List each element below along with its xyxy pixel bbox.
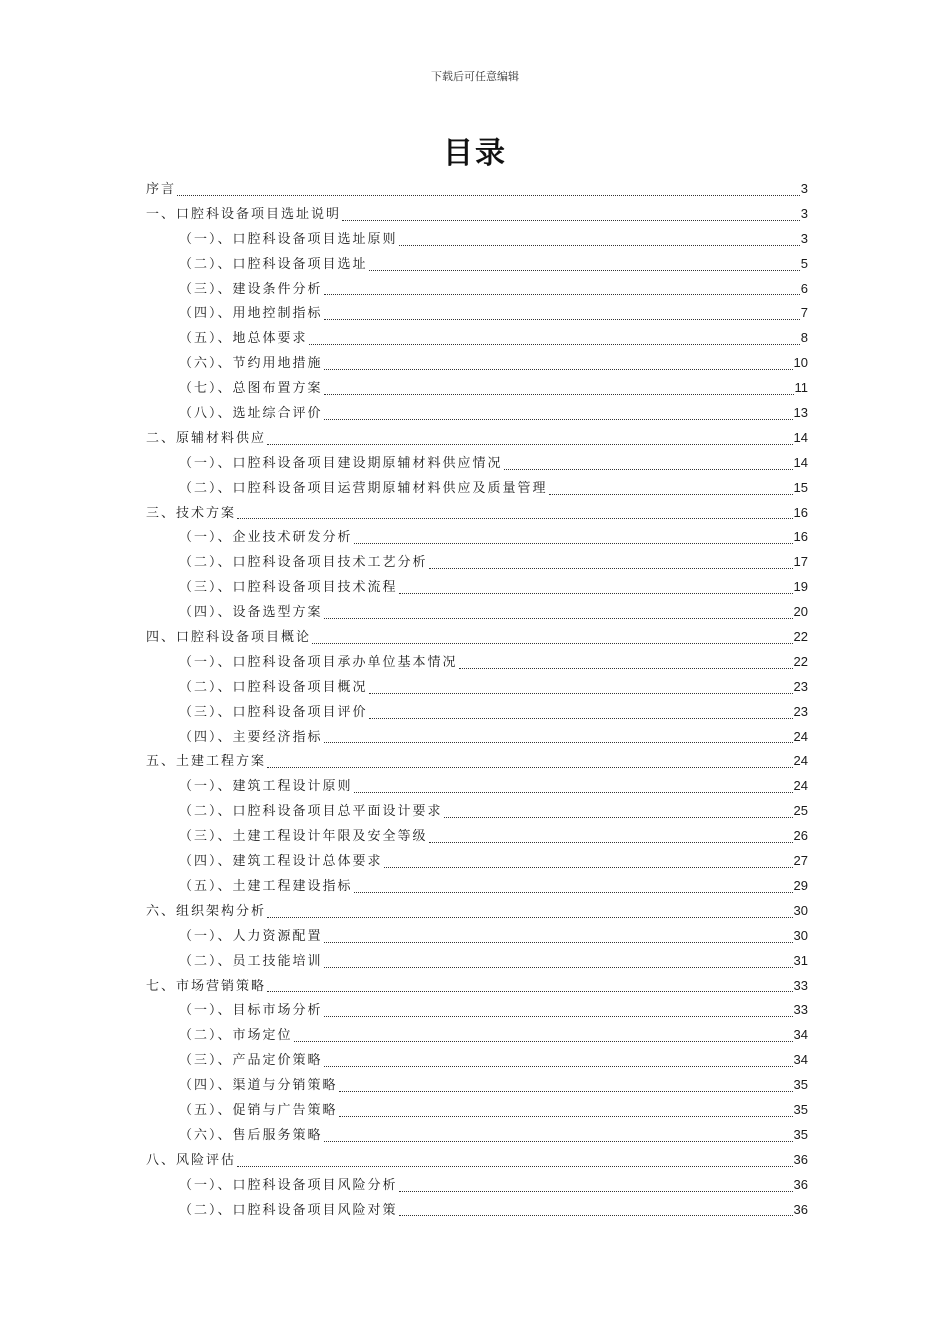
toc-entry-title: （二）、口腔科设备项目技术工艺分析 — [179, 555, 428, 571]
toc-page-number: 24 — [793, 728, 808, 744]
toc-page-number: 26 — [793, 828, 808, 844]
toc-subsection-entry[interactable] — [146, 227, 808, 252]
toc-entry-title: （二）、员工技能培训 — [179, 953, 323, 969]
toc-page-number: 6 — [800, 280, 808, 296]
toc-entry-title: （二）、口腔科设备项目风险对策 — [179, 1202, 398, 1218]
toc-dot-leader — [429, 568, 793, 569]
toc-page-number: 16 — [793, 529, 808, 545]
toc-dot-leader — [459, 668, 793, 669]
toc-dot-leader — [324, 942, 793, 943]
toc-dot-leader — [237, 518, 793, 519]
toc-subsection-entry[interactable] — [146, 476, 808, 501]
toc-page-number: 7 — [800, 305, 808, 321]
toc-entry-title: （一）、人力资源配置 — [179, 928, 323, 944]
toc-subsection-entry[interactable] — [146, 1048, 808, 1073]
toc-dot-leader — [339, 1116, 793, 1117]
toc-entry-title: 序言 — [146, 182, 177, 197]
toc-subsection-entry[interactable] — [146, 1098, 808, 1123]
toc-dot-leader — [429, 842, 793, 843]
toc-entry-title: （二）、口腔科设备项目选址 — [179, 256, 368, 272]
toc-page-number: 29 — [793, 877, 808, 893]
toc-page-number: 36 — [793, 1151, 808, 1167]
toc-entry-title: 二、原辅材料供应 — [146, 430, 267, 446]
toc-page-number: 25 — [793, 803, 808, 819]
toc-entry-title: （四）、用地控制指标 — [179, 306, 323, 322]
toc-entry-title: （一）、建筑工程设计原则 — [179, 779, 353, 795]
toc-entry-title: （八）、选址综合评价 — [179, 406, 323, 422]
toc-entry-title: 六、组织架构分析 — [146, 903, 267, 919]
toc-dot-leader — [369, 270, 800, 271]
toc-subsection-entry[interactable] — [146, 998, 808, 1023]
toc-entry-title: （二）、口腔科设备项目运营期原辅材料供应及质量管理 — [179, 480, 548, 496]
toc-entry-title: （一）、目标市场分析 — [179, 1003, 323, 1019]
table-of-contents — [146, 177, 808, 1222]
toc-subsection-entry[interactable] — [146, 277, 808, 302]
toc-page-number: 3 — [800, 181, 808, 196]
toc-dot-leader — [324, 394, 794, 395]
toc-entry-title: （六）、售后服务策略 — [179, 1127, 323, 1143]
toc-subsection-entry[interactable] — [146, 1173, 808, 1198]
toc-subsection-entry[interactable] — [146, 849, 808, 874]
toc-subsection-entry[interactable] — [146, 675, 808, 700]
toc-dot-leader — [267, 991, 793, 992]
toc-dot-leader — [324, 369, 793, 370]
toc-entry-title: （四）、建筑工程设计总体要求 — [179, 854, 383, 870]
toc-section-entry[interactable] — [146, 749, 808, 774]
toc-page-number: 5 — [800, 255, 808, 271]
toc-entry-title: （六）、节约用地措施 — [179, 356, 323, 372]
toc-dot-leader — [324, 1016, 793, 1017]
toc-entry-title: 四、口腔科设备项目概论 — [146, 630, 312, 646]
toc-page-number: 35 — [793, 1077, 808, 1093]
toc-page-number: 23 — [793, 703, 808, 719]
toc-subsection-entry[interactable] — [146, 949, 808, 974]
toc-subsection-entry[interactable] — [146, 301, 808, 326]
toc-dot-leader — [324, 319, 800, 320]
toc-subsection-entry[interactable] — [146, 351, 808, 376]
toc-subsection-entry[interactable] — [146, 924, 808, 949]
toc-page-number: 14 — [793, 454, 808, 470]
toc-dot-leader — [399, 1215, 793, 1216]
toc-dot-leader — [324, 618, 793, 619]
toc-entry-title: （一）、口腔科设备项目建设期原辅材料供应情况 — [179, 455, 503, 471]
toc-subsection-entry[interactable] — [146, 252, 808, 277]
toc-dot-leader — [312, 643, 793, 644]
toc-page-number: 13 — [793, 405, 808, 421]
toc-page-number: 30 — [793, 927, 808, 943]
toc-dot-leader — [504, 469, 793, 470]
toc-section-entry[interactable] — [146, 1148, 808, 1173]
toc-entry-title: （五）、土建工程建设指标 — [179, 878, 353, 894]
toc-entry-title: （五）、促销与广告策略 — [179, 1102, 338, 1118]
toc-entry-title: （一）、企业技术研发分析 — [179, 530, 353, 546]
toc-section-entry[interactable] — [146, 974, 808, 999]
toc-dot-leader — [354, 892, 793, 893]
toc-entry-title: 五、土建工程方案 — [146, 754, 267, 770]
toc-subsection-entry[interactable] — [146, 600, 808, 625]
toc-page-number: 15 — [793, 479, 808, 495]
toc-subsection-entry[interactable] — [146, 650, 808, 675]
toc-dot-leader — [324, 967, 793, 968]
toc-dot-leader — [354, 543, 793, 544]
toc-subsection-entry[interactable] — [146, 575, 808, 600]
toc-subsection-entry[interactable] — [146, 799, 808, 824]
toc-subsection-entry[interactable] — [146, 376, 808, 401]
toc-entry-title: 三、技术方案 — [146, 505, 237, 521]
toc-page-number: 34 — [793, 1052, 808, 1068]
toc-entry-title: （五）、地总体要求 — [179, 331, 308, 347]
toc-dot-leader — [309, 344, 800, 345]
toc-entry-title: （三）、土建工程设计年限及安全等级 — [179, 829, 428, 845]
toc-page-number: 33 — [793, 977, 808, 993]
toc-entry-title: （一）、口腔科设备项目承办单位基本情况 — [179, 654, 458, 670]
toc-dot-leader — [444, 817, 793, 818]
toc-entry-title: （四）、渠道与分销策略 — [179, 1078, 338, 1094]
toc-page-number: 17 — [793, 554, 808, 570]
toc-page-number: 22 — [793, 653, 808, 669]
toc-section-entry[interactable] — [146, 501, 808, 526]
page-title: 目录 — [443, 136, 507, 171]
toc-subsection-entry[interactable] — [146, 525, 808, 550]
toc-subsection-entry[interactable] — [146, 874, 808, 899]
toc-entry-title: 八、风险评估 — [146, 1152, 237, 1168]
toc-entry-title: 七、市场营销策略 — [146, 978, 267, 994]
toc-dot-leader — [267, 767, 793, 768]
toc-page-number: 3 — [800, 230, 808, 246]
toc-dot-leader — [369, 718, 793, 719]
toc-page-number: 20 — [793, 604, 808, 620]
toc-page-number: 30 — [793, 902, 808, 918]
toc-page-number: 8 — [800, 330, 808, 346]
toc-dot-leader — [339, 1091, 793, 1092]
toc-section-entry[interactable] — [146, 426, 808, 451]
toc-dot-leader — [177, 195, 800, 196]
toc-dot-leader — [324, 1066, 793, 1067]
toc-dot-leader — [324, 294, 800, 295]
toc-page-number: 19 — [793, 579, 808, 595]
toc-dot-leader — [354, 792, 793, 793]
toc-subsection-entry[interactable] — [146, 1198, 808, 1223]
toc-entry-title: （三）、建设条件分析 — [179, 281, 323, 297]
toc-page-number: 31 — [793, 952, 808, 968]
toc-subsection-entry[interactable] — [146, 1023, 808, 1048]
toc-subsection-entry[interactable] — [146, 451, 808, 476]
toc-page-number: 11 — [794, 380, 808, 396]
toc-dot-leader — [384, 867, 793, 868]
toc-entry-title: （一）、口腔科设备项目风险分析 — [179, 1177, 398, 1193]
toc-subsection-entry[interactable] — [146, 774, 808, 799]
toc-subsection-entry[interactable] — [146, 725, 808, 750]
toc-dot-leader — [294, 1041, 793, 1042]
toc-page-number: 35 — [793, 1101, 808, 1117]
toc-entry-title: （四）、设备选型方案 — [179, 605, 323, 621]
toc-page-number: 34 — [793, 1027, 808, 1043]
header-note: 下载后可任意编辑 — [431, 70, 519, 83]
toc-entry-title: （四）、主要经济指标 — [179, 729, 323, 745]
toc-subsection-entry[interactable] — [146, 326, 808, 351]
toc-dot-leader — [267, 917, 793, 918]
toc-entry-title: （三）、产品定价策略 — [179, 1053, 323, 1069]
toc-dot-leader — [324, 742, 793, 743]
toc-page-number: 16 — [793, 504, 808, 520]
toc-section-entry[interactable] — [146, 625, 808, 650]
toc-entry-title: （三）、口腔科设备项目评价 — [179, 704, 368, 720]
toc-dot-leader — [267, 444, 793, 445]
toc-page-number: 10 — [793, 355, 808, 371]
toc-subsection-entry[interactable] — [146, 824, 808, 849]
toc-dot-leader — [399, 593, 793, 594]
toc-entry-title: （二）、口腔科设备项目总平面设计要求 — [179, 804, 443, 820]
toc-dot-leader — [342, 220, 800, 221]
toc-page-number: 35 — [793, 1126, 808, 1142]
toc-page-number: 14 — [793, 429, 808, 445]
toc-dot-leader — [549, 494, 793, 495]
toc-subsection-entry[interactable] — [146, 1123, 808, 1148]
toc-page-number: 36 — [793, 1201, 808, 1217]
toc-entry-title: （二）、口腔科设备项目概况 — [179, 679, 368, 695]
toc-dot-leader — [399, 245, 800, 246]
toc-subsection-entry[interactable] — [146, 401, 808, 426]
toc-subsection-entry[interactable] — [146, 700, 808, 725]
toc-dot-leader — [324, 419, 793, 420]
toc-page-number: 24 — [793, 778, 808, 794]
toc-dot-leader — [399, 1191, 793, 1192]
toc-page-number: 27 — [793, 853, 808, 869]
toc-entry-title: （三）、口腔科设备项目技术流程 — [179, 580, 398, 596]
toc-subsection-entry[interactable] — [146, 550, 808, 575]
toc-entry-title: （七）、总图布置方案 — [179, 381, 323, 397]
toc-section-entry[interactable] — [146, 177, 808, 202]
toc-page-number: 33 — [793, 1002, 808, 1018]
toc-dot-leader — [369, 693, 793, 694]
toc-section-entry[interactable] — [146, 202, 808, 227]
toc-page-number: 3 — [800, 205, 808, 221]
toc-page-number: 24 — [793, 753, 808, 769]
toc-entry-title: （二）、市场定位 — [179, 1028, 293, 1044]
toc-entry-title: 一、口腔科设备项目选址说明 — [146, 206, 342, 222]
toc-dot-leader — [324, 1141, 793, 1142]
toc-subsection-entry[interactable] — [146, 1073, 808, 1098]
toc-dot-leader — [237, 1166, 793, 1167]
toc-page-number: 36 — [793, 1176, 808, 1192]
toc-page-number: 22 — [793, 629, 808, 645]
toc-section-entry[interactable] — [146, 899, 808, 924]
toc-entry-title: （一）、口腔科设备项目选址原则 — [179, 231, 398, 247]
toc-page-number: 23 — [793, 678, 808, 694]
